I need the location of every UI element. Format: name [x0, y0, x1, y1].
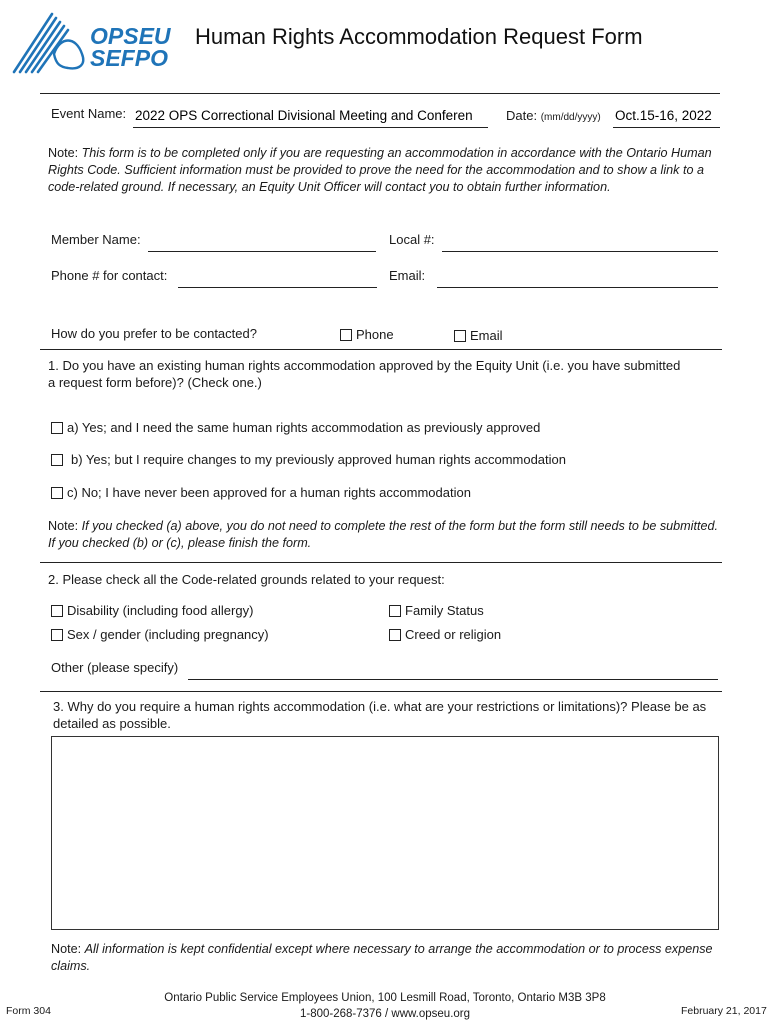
section-divider-3 [40, 691, 722, 692]
email-label: Email: [389, 268, 426, 283]
q1-note [48, 518, 728, 552]
email-field[interactable] [437, 266, 718, 288]
accommodation-details-textarea[interactable] [51, 736, 719, 930]
event-name-field[interactable] [133, 104, 488, 128]
q3-text: 3. Why do you require a human rights accommodation (i.e. what are your restrictions or limitations)? Please be as detailed as possible. [53, 699, 707, 731]
form-revision-date: February 21, 2017 [681, 1005, 767, 1017]
member-name-field[interactable] [148, 230, 376, 252]
opseu-logo [10, 10, 190, 76]
contact-phone-label: Phone [356, 327, 394, 342]
q1-option-b[interactable] [51, 452, 566, 467]
confidentiality-note-text: All information is kept confidential except where necessary to arrange the accommodation or to process expense claims. [51, 942, 713, 973]
q1-option-b-checkbox[interactable] [51, 454, 63, 466]
q1-option-c-checkbox[interactable] [51, 487, 63, 499]
ground-creed-religion-label: Creed or religion [405, 627, 502, 642]
confidentiality-note-label: Note: [51, 942, 82, 956]
date-format-hint: (mm/dd/yyyy) [540, 112, 601, 123]
ground-family-status-label: Family Status [405, 603, 484, 618]
q1-option-c-label: c) No; I have never been approved for a human rights accommodation [67, 485, 471, 500]
date-label-text: Date: [506, 108, 538, 123]
contact-email-checkbox[interactable] [454, 330, 466, 342]
footer-address: Ontario Public Service Employees Union, 100 Lesmill Road, Toronto, Ontario M3B 3P8 [164, 992, 606, 1004]
contact-email-label: Email [470, 328, 503, 343]
footer-contact: 1-800-268-7376 / www.opseu.org [299, 1008, 471, 1020]
ground-disability[interactable] [51, 603, 253, 618]
ground-family-status[interactable] [389, 603, 484, 618]
section-divider-2 [40, 562, 722, 563]
contact-phone-checkbox[interactable] [340, 329, 352, 341]
ground-creed-religion[interactable] [389, 627, 501, 642]
form-title: Human Rights Accommodation Request Form [195, 24, 643, 49]
intro-note [48, 145, 728, 196]
header-divider [40, 93, 720, 94]
contact-phone-option[interactable] [340, 327, 394, 342]
q1-note-label: Note: [48, 519, 79, 533]
ground-creed-religion-checkbox[interactable] [389, 629, 401, 641]
intro-note-text: This form is to be completed only if you are requesting an accommodation in accordance with the Ontario Human Rights Code. Sufficient information must be provided to prove the need for the accommodation and to show a link to a code-related ground. If necessary, an Equity Unit Officer will contact you to obtain further information. [48, 146, 712, 194]
ground-sex-gender-label: Sex / gender (including pregnancy) [67, 627, 269, 642]
logo-text-sefpo: SEFPO [90, 45, 168, 71]
ground-sex-gender-checkbox[interactable] [51, 629, 63, 641]
q1-text: 1. Do you have an existing human rights accommodation approved by the Equity Unit (i.e. you have submitted a request form before)? (Check one.) [48, 358, 681, 390]
q1-option-a-label: a) Yes; and I need the same human rights accommodation as previously approved [67, 420, 541, 435]
ground-family-status-checkbox[interactable] [389, 605, 401, 617]
q1-option-a[interactable] [51, 420, 540, 435]
ground-sex-gender[interactable] [51, 627, 269, 642]
phone-label: Phone # for contact: [51, 268, 168, 283]
contact-question: How do you prefer to be contacted? [51, 326, 257, 341]
phone-field[interactable] [178, 266, 377, 288]
q1-option-c[interactable] [51, 485, 471, 500]
intro-note-label: Note: [48, 146, 79, 160]
date-label [506, 108, 601, 123]
logo-text-opseu: OPSEU [90, 23, 171, 49]
opseu-logo-mark-icon [10, 10, 90, 76]
local-field[interactable] [442, 230, 718, 252]
section-divider-1 [40, 349, 722, 350]
local-label: Local #: [389, 232, 435, 247]
contact-email-option[interactable] [454, 328, 503, 343]
other-ground-field[interactable] [188, 658, 718, 680]
q1-option-a-checkbox[interactable] [51, 422, 63, 434]
footer-address-block [150, 990, 620, 1022]
q1-note-text: If you checked (a) above, you do not need to complete the rest of the form but the form still needs to be submitted. If you checked (b) or (c), please finish the form. [48, 519, 718, 550]
date-field[interactable] [613, 104, 720, 128]
ground-disability-checkbox[interactable] [51, 605, 63, 617]
event-name-label: Event Name: [51, 106, 127, 121]
ground-disability-label: Disability (including food allergy) [67, 603, 254, 618]
q1-option-b-label: b) Yes; but I require changes to my previously approved human rights accommodation [71, 452, 566, 467]
q2-text: 2. Please check all the Code-related grounds related to your request: [48, 572, 445, 587]
confidentiality-note [51, 941, 721, 975]
member-name-label: Member Name: [51, 232, 141, 247]
form-number: Form 304 [6, 1005, 51, 1017]
other-ground-label: Other (please specify) [51, 660, 179, 675]
